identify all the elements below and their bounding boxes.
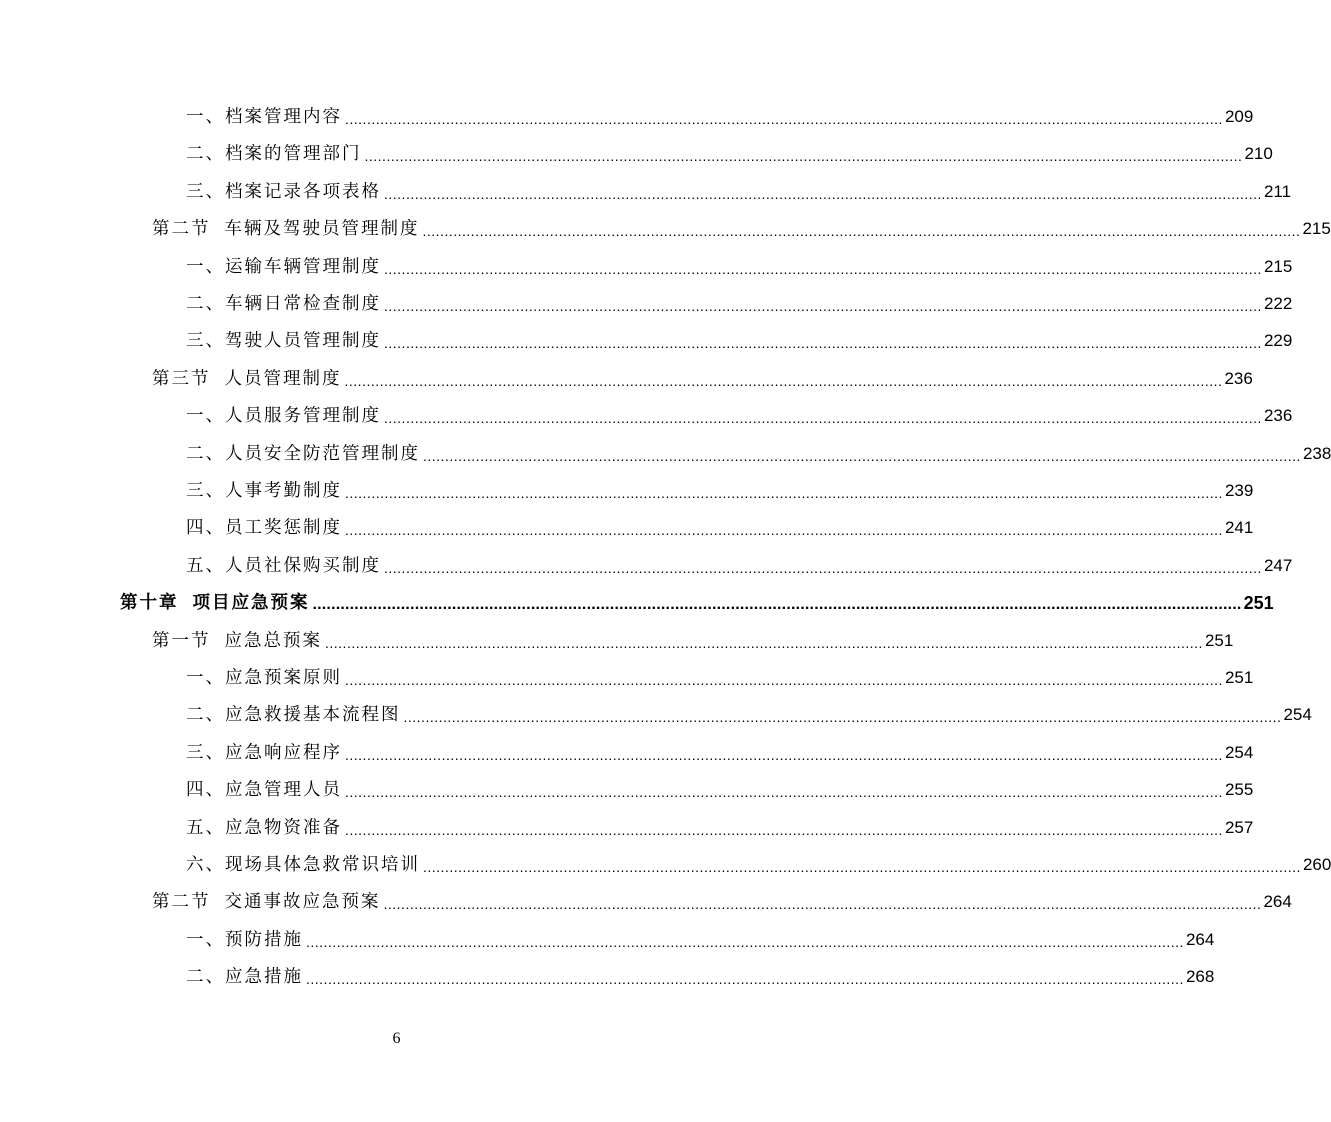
toc-entry-page-number: 209 xyxy=(1224,107,1254,126)
toc-entry-text: 应急救援基本流程图 xyxy=(225,705,401,726)
toc-entry-title xyxy=(186,700,401,730)
toc-entry-item[interactable] xyxy=(186,439,1331,469)
toc-entry-title xyxy=(186,102,342,132)
toc-entry-prefix: 二、 xyxy=(186,144,225,165)
toc-entry-page-number: 239 xyxy=(1224,481,1254,500)
toc-entry-section[interactable] xyxy=(152,214,1331,244)
toc-entry-text: 现场具体急救常识培训 xyxy=(225,855,420,875)
toc-entry-prefix: 一、 xyxy=(186,107,225,127)
toc-entry-title xyxy=(186,476,342,506)
toc-entry-text: 预防措施 xyxy=(225,929,303,950)
toc-entry-prefix: 五、 xyxy=(186,555,225,576)
toc-entry-title xyxy=(186,252,381,282)
toc-entry-prefix: 三、 xyxy=(186,742,225,763)
dot-leader: ........................................................................................................................................................................................................ xyxy=(383,896,1262,913)
dot-leader: ........................................................................................................................................................................................................ xyxy=(345,746,1223,763)
dot-leader: ........................................................................................................................................................................................................ xyxy=(364,148,1243,165)
toc-entry-prefix: 第二节 xyxy=(152,892,211,913)
toc-entry-title xyxy=(186,139,362,169)
toc-entry-page-number: 264 xyxy=(1185,929,1215,949)
toc-entry-title xyxy=(152,626,322,656)
toc-entry-page-number: 260 xyxy=(1302,855,1331,874)
toc-entry-prefix: 三、 xyxy=(186,481,225,501)
dot-leader: ........................................................................................................................................................................................................ xyxy=(422,223,1301,240)
toc-entry-text: 人员社保购买制度 xyxy=(225,555,381,576)
toc-entry-text: 人员服务管理制度 xyxy=(225,406,381,427)
toc-entry-title xyxy=(186,738,342,768)
toc-entry-text: 应急预案原则 xyxy=(225,668,342,688)
toc-entry-prefix: 一、 xyxy=(186,668,225,688)
toc-entry-text: 运输车辆管理制度 xyxy=(225,256,381,277)
toc-entry-item[interactable] xyxy=(186,252,1293,282)
toc-entry-prefix: 二、 xyxy=(186,294,225,314)
toc-entry-text: 驾驶人员管理制度 xyxy=(225,331,381,352)
toc-entry-item[interactable] xyxy=(186,326,1293,356)
toc-entry-title xyxy=(186,663,342,693)
toc-entry-page-number: 264 xyxy=(1263,892,1292,912)
toc-entry-title xyxy=(186,962,303,992)
toc-entry-title xyxy=(186,925,303,955)
toc-entry-page-number: 257 xyxy=(1224,817,1254,837)
toc-entry-item[interactable] xyxy=(186,289,1293,319)
toc-entry-item[interactable] xyxy=(186,962,1215,992)
toc-entry-item[interactable] xyxy=(186,551,1293,581)
toc-entry-item[interactable] xyxy=(186,476,1254,506)
toc-entry-prefix: 一、 xyxy=(186,929,225,950)
dot-leader: ........................................................................................................................................................................................................ xyxy=(384,185,1262,202)
toc-entry-prefix: 第一节 xyxy=(152,630,211,651)
toc-entry-text: 员工奖惩制度 xyxy=(225,518,342,539)
toc-entry-item[interactable] xyxy=(186,513,1254,543)
dot-leader: ........................................................................................................................................................................................................ xyxy=(345,672,1223,688)
toc-entry-text: 档案记录各项表格 xyxy=(225,181,381,202)
toc-entry-item[interactable] xyxy=(186,401,1293,431)
toc-entry-prefix: 二、 xyxy=(186,705,225,726)
toc-entry-text: 应急管理人员 xyxy=(225,780,342,801)
toc-entry-text: 项目应急预案 xyxy=(192,593,310,614)
toc-entry-item[interactable] xyxy=(186,139,1273,169)
toc-entry-prefix: 一、 xyxy=(186,406,225,427)
toc-entry-prefix: 三、 xyxy=(186,181,225,202)
toc-entry-prefix: 二、 xyxy=(186,967,225,988)
toc-entry-text: 车辆及驾驶员管理制度 xyxy=(224,219,420,240)
toc-entry-text: 车辆日常检查制度 xyxy=(225,294,381,314)
toc-entry-title xyxy=(186,326,381,356)
toc-entry-page-number: 238 xyxy=(1302,443,1331,463)
toc-entry-title xyxy=(186,177,381,207)
dot-leader: ........................................................................................................................................................................................................ xyxy=(325,634,1203,651)
dot-leader: ........................................................................................................................................................................................................ xyxy=(312,596,1242,614)
toc-entry-prefix: 五、 xyxy=(186,817,225,838)
dot-leader: ........................................................................................................................................................................................................ xyxy=(306,933,1184,950)
toc-entry-page-number: 222 xyxy=(1263,294,1293,313)
toc-entry-item[interactable] xyxy=(186,102,1254,132)
toc-entry-page-number: 254 xyxy=(1224,742,1254,762)
toc-entry-title xyxy=(186,775,342,805)
dot-leader: ........................................................................................................................................................................................................ xyxy=(384,559,1262,576)
toc-entry-prefix: 第三节 xyxy=(152,368,211,389)
toc-entry-page-number: 236 xyxy=(1263,406,1293,426)
dot-leader: ........................................................................................................................................................................................................ xyxy=(384,260,1262,277)
toc-entry-title xyxy=(120,588,310,618)
toc-entry-page-number: 255 xyxy=(1224,780,1254,800)
toc-entry-title xyxy=(186,813,342,843)
dot-leader: ........................................................................................................................................................................................................ xyxy=(384,410,1262,427)
toc-entry-title xyxy=(186,439,420,469)
toc-entry-item[interactable] xyxy=(186,850,1331,880)
toc-entry-item[interactable] xyxy=(186,700,1312,730)
dot-leader: ........................................................................................................................................................................................................ xyxy=(345,485,1223,501)
dot-leader: ........................................................................................................................................................................................................ xyxy=(345,784,1223,801)
toc-entry-page-number: 251 xyxy=(1224,668,1254,687)
toc-entry-title xyxy=(152,214,420,244)
toc-entry-prefix: 第十章 xyxy=(120,593,179,614)
toc-entry-title xyxy=(186,513,342,543)
toc-entry-page-number: 229 xyxy=(1263,331,1293,351)
toc-entry-page-number: 236 xyxy=(1224,368,1253,388)
toc-entry-text: 档案的管理部门 xyxy=(225,144,362,165)
toc-entry-chapter[interactable] xyxy=(120,588,1274,618)
dot-leader: ........................................................................................................................................................................................................ xyxy=(384,298,1262,314)
toc-entry-item[interactable] xyxy=(186,813,1254,843)
toc-entry-text: 应急总预案 xyxy=(224,630,322,651)
toc-entry-prefix: 四、 xyxy=(186,780,225,801)
toc-entry-section[interactable] xyxy=(152,364,1253,394)
dot-leader: ........................................................................................................................................................................................................ xyxy=(345,522,1223,539)
toc-entry-section[interactable] xyxy=(152,887,1292,917)
toc-entry-page-number: 215 xyxy=(1302,219,1331,239)
toc-entry-text: 应急物资准备 xyxy=(225,817,342,838)
toc-entry-page-number: 215 xyxy=(1263,256,1293,276)
toc-entry-page-number: 241 xyxy=(1224,518,1254,538)
toc-entry-title xyxy=(152,887,381,917)
toc-entry-title xyxy=(186,401,381,431)
toc-entry-prefix: 第二节 xyxy=(152,219,211,240)
toc-entry-text: 交通事故应急预案 xyxy=(224,892,381,913)
toc-entry-title xyxy=(186,551,381,581)
table-of-contents xyxy=(0,102,1331,1002)
toc-entry-text: 人事考勤制度 xyxy=(225,481,342,501)
dot-leader: ........................................................................................................................................................................................................ xyxy=(344,372,1223,389)
toc-entry-item[interactable] xyxy=(186,775,1254,805)
toc-entry-text: 档案管理内容 xyxy=(225,107,342,127)
toc-entry-item[interactable] xyxy=(186,177,1292,207)
toc-entry-prefix: 一、 xyxy=(186,256,225,277)
toc-entry-title xyxy=(186,850,420,880)
toc-entry-prefix: 六、 xyxy=(186,855,225,875)
toc-entry-text: 应急响应程序 xyxy=(225,742,342,763)
toc-entry-page-number: 211 xyxy=(1263,181,1292,201)
toc-entry-text: 人员管理制度 xyxy=(224,368,342,389)
dot-leader: ........................................................................................................................................................................................................ xyxy=(403,709,1282,726)
toc-entry-page-number: 251 xyxy=(1243,593,1274,614)
toc-entry-page-number: 268 xyxy=(1185,967,1215,987)
toc-entry-text: 人员安全防范管理制度 xyxy=(225,443,420,464)
page-number: 6 xyxy=(392,1030,401,1047)
toc-entry-page-number: 254 xyxy=(1283,705,1312,725)
toc-entry-page-number: 247 xyxy=(1263,555,1293,575)
dot-leader: ........................................................................................................................................................................................................ xyxy=(345,111,1223,127)
toc-entry-item[interactable] xyxy=(186,738,1254,768)
dot-leader: ........................................................................................................................................................................................................ xyxy=(345,821,1223,838)
dot-leader: ........................................................................................................................................................................................................ xyxy=(423,447,1301,464)
dot-leader: ........................................................................................................................................................................................................ xyxy=(384,335,1262,352)
dot-leader: ........................................................................................................................................................................................................ xyxy=(306,971,1184,988)
toc-entry-page-number: 210 xyxy=(1244,144,1273,164)
toc-entry-item[interactable] xyxy=(186,663,1254,693)
toc-entry-prefix: 四、 xyxy=(186,518,225,539)
toc-entry-text: 应急措施 xyxy=(225,967,303,988)
toc-entry-title xyxy=(152,364,342,394)
toc-entry-prefix: 三、 xyxy=(186,331,225,352)
toc-entry-section[interactable] xyxy=(152,626,1234,656)
toc-entry-prefix: 二、 xyxy=(186,443,225,464)
toc-entry-item[interactable] xyxy=(186,925,1215,955)
dot-leader: ........................................................................................................................................................................................................ xyxy=(423,859,1301,875)
toc-entry-page-number: 251 xyxy=(1204,630,1234,650)
toc-entry-title xyxy=(186,289,381,319)
